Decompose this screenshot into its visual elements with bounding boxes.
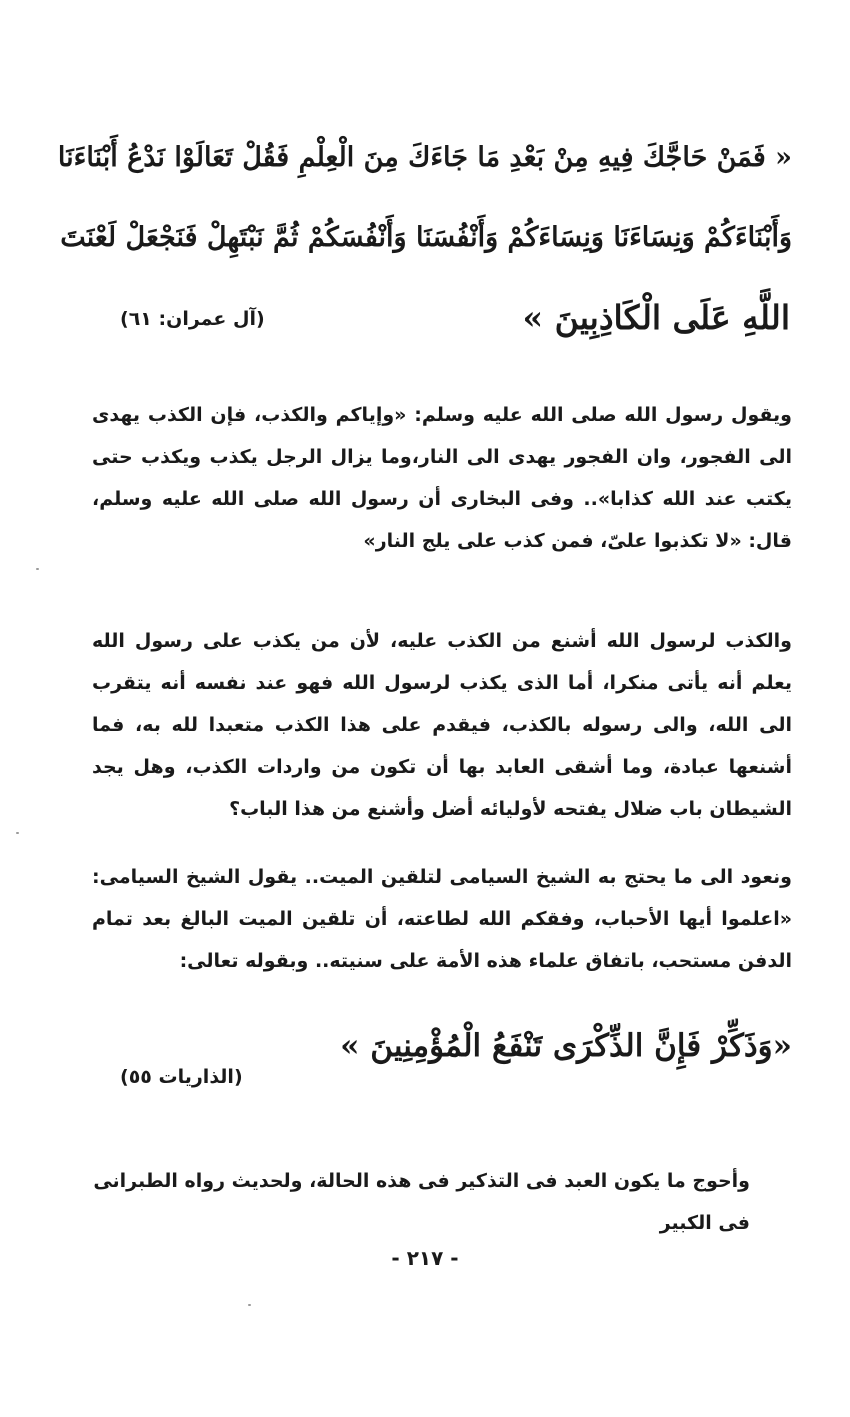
verse-reference: (آل عمران: ٦١): [120, 308, 265, 330]
verse-line-3: اللَّهِ عَلَى الْكَاذِبِينَ »: [522, 298, 790, 337]
paragraph-talqin-al-mayyit: ونعود الى ما يحتج به الشيخ السيامى لتلقين الميت.. يقول الشيخ السيامى: «اعلموا أيها الأحباب، وفقكم الله لطاعته، أن تلقين الميت البالغ بعد تمام الدفن مستحب، باتفاق علماء هذه الأمة على سنيته.. وبقوله تعالى:: [92, 866, 792, 972]
scan-speck: [248, 1304, 251, 1306]
paragraph-lying-for-prophet: والكذب لرسول الله أشنع من الكذب عليه، لأن من يكذب على رسول الله يعلم أنه يأتى منكرا، أما الذى يكذب لرسول الله فهو عند نفسه أنه يتقرب الى الله، والى رسوله بالكذب، فيقدم على هذا الكذب متعبدا لله به، فما أشنعها عبادة، وما أشقى العابد بها أن تكون من واردات الكذب، وهل يجد الشيطان باب ضلال يفتحه لأوليائه أضل وأشنع من هذا الباب؟: [92, 630, 792, 820]
verse-line-2: وَأَبْنَاءَكُمْ وَنِسَاءَنَا وَنِسَاءَكُمْ وَأَنْفُسَنَا وَأَنْفُسَكُمْ ثُمَّ نَبْتَهِلْ فَنَجْعَلْ لَعْنَتَ: [60, 222, 792, 253]
page-number: - ٢١٧ -: [391, 1246, 459, 1270]
scan-speck: [36, 568, 39, 570]
paragraph-hadith: ويقول رسول الله صلى الله عليه وسلم: «وإياكم والكذب، فإن الكذب يهدى الى الفجور، وان الفجور يهدى الى النار،وما يزال الرجل يكذب ويكذب حتى يكتب عند الله كذابا».. وفى البخارى أن رسول الله صلى الله عليه وسلم، قال: «لا تكذبوا علىّ، فمن كذب على يلج النار»: [92, 404, 792, 552]
closing-line: وأحوج ما يكون العبد فى التذكير فى هذه الحالة، ولحديث رواه الطبرانى فى الكبير: [93, 1170, 750, 1234]
verse-dhariyat-text: «وَذَكِّرْ فَإِنَّ الذِّكْرَى تَنْفَعُ الْمُؤْمِنِينَ »: [340, 1028, 792, 1064]
verse-dhariyat-reference: (الذاريات ٥٥): [120, 1066, 243, 1088]
scan-speck: [16, 832, 19, 834]
verse-line-1: « فَمَنْ حَاجَّكَ فِيهِ مِنْ بَعْدِ مَا جَاءَكَ مِنَ الْعِلْمِ فَقُلْ تَعَالَوْا نَدْعُ أَبْنَاءَنَا: [57, 142, 792, 173]
